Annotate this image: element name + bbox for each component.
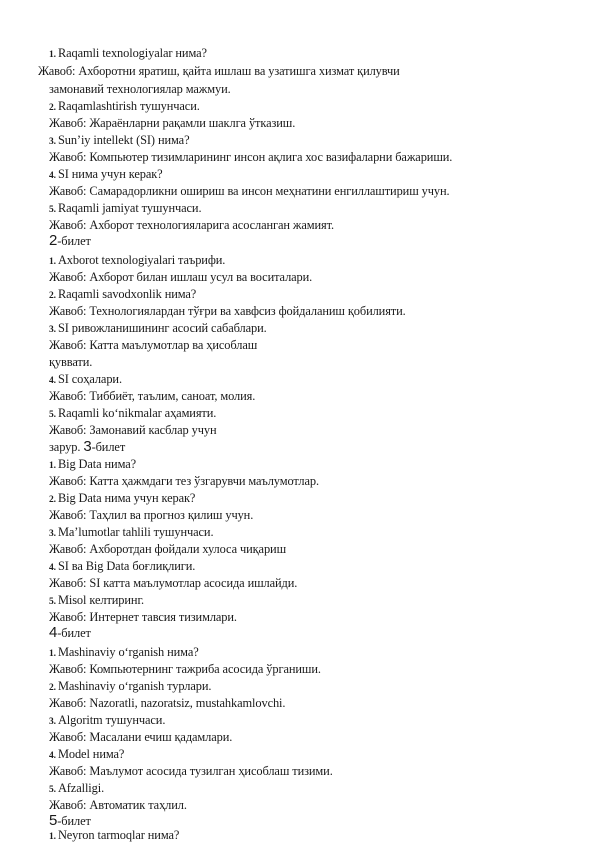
answer-text: Жавоб: Ахборотдан фойдали хулоса чиқариш [49, 542, 287, 556]
question-number: 5. [49, 785, 56, 795]
answer-line [49, 304, 406, 318]
question-text: SI нима учун керак? [57, 167, 163, 181]
answer-text: Жавоб: Тиббиёт, таълим, саноат, молия. [49, 389, 256, 403]
question-text: Raqamli texnologiyalar нима? [57, 46, 207, 60]
answer-line [49, 184, 450, 198]
question-text: Ma’lumotlar tahlili тушунчаси. [57, 525, 214, 539]
ticket-number: 4 [49, 624, 58, 641]
question-number: 5. [49, 205, 56, 215]
answer-text: Жавоб: Компьютернинг тажриба асосида ўрганиши. [49, 662, 321, 676]
answer-text: Жавоб: Nazoratli, nazoratsiz, mustahkamlovchi. [49, 696, 286, 710]
question-text: Raqamli savodxonlik нима? [57, 287, 197, 301]
question-number: 4. [49, 563, 56, 573]
ticket-heading [49, 234, 91, 248]
question-text: Axborot texnologiyalari таърифи. [57, 253, 226, 267]
answer-text: Жавоб: Автоматик таҳлил. [49, 798, 187, 812]
question-line [49, 201, 201, 217]
answer-line [49, 440, 125, 454]
question-text: Raqamli ko‘nikmalar аҳамияти. [57, 406, 217, 420]
question-text: SI соҳалари. [57, 372, 122, 386]
answer-line [49, 508, 253, 522]
answer-text: зарур. [49, 440, 81, 454]
ticket-number: 2 [49, 232, 58, 249]
ticket-number: 5 [49, 812, 58, 829]
question-line [49, 133, 189, 149]
question-number: 2. [49, 495, 56, 505]
ticket-label: -билет [57, 626, 91, 640]
answer-text: Жавоб: Ахборотни яратиш, қайта ишлаш ва узатишга хизмат қилувчи [38, 64, 400, 78]
answer-text: Жавоб: Замонавий касблар учун [49, 423, 217, 437]
question-text: Misol келтиринг. [57, 593, 145, 607]
answer-text: Жавоб: Катта маълумотлар ва ҳисоблаш [49, 338, 258, 352]
question-number: 1. [49, 649, 56, 659]
question-number: 4. [49, 171, 56, 181]
answer-text: қуввати. [49, 355, 93, 369]
question-line [49, 99, 200, 115]
ticket-heading [49, 626, 91, 640]
question-number: 3. [49, 717, 56, 727]
answer-text: замонавий технологиялар мажмуи. [49, 82, 231, 96]
answer-text: Жавоб: Ахборот билан ишлаш усул ва воситалари. [49, 270, 313, 284]
question-line [49, 593, 144, 609]
answer-text: Жавоб: Компьютер тизимларининг инсон ақлига хос вазифаларни бажариши. [49, 150, 453, 164]
question-number: 4. [49, 751, 56, 761]
question-number: 5. [49, 410, 56, 420]
ticket-heading [49, 814, 91, 828]
question-line [49, 167, 163, 183]
question-line [49, 321, 267, 337]
question-line [49, 253, 225, 269]
question-line [49, 679, 211, 695]
question-line [49, 491, 195, 507]
answer-line [49, 764, 333, 778]
question-text: SI ва Big Data боғлиқлиги. [57, 559, 196, 573]
answer-text: Жавоб: Ахборот технологияларига асосланган жамият. [49, 218, 335, 232]
answer-line [49, 150, 452, 164]
question-number: 1. [49, 832, 56, 842]
answer-text: Жавоб: Технологиялардан тўғри ва хавфсиз фойдаланиш қобилияти. [49, 304, 406, 318]
question-number: 4. [49, 376, 56, 386]
question-text: Neyron tarmoqlar нима? [57, 828, 180, 842]
answer-line [49, 474, 319, 488]
question-text: Raqamlashtirish тушунчаси. [57, 99, 200, 113]
answer-line [49, 576, 297, 590]
answer-line [49, 798, 187, 812]
question-line [49, 525, 213, 541]
ticket-number: 3 [83, 438, 92, 455]
ticket-label: -билет [91, 440, 126, 454]
question-text: Big Data нима? [57, 457, 137, 471]
question-number: 1. [49, 461, 56, 471]
answer-line [49, 270, 312, 284]
answer-line [49, 82, 231, 96]
question-number: 2. [49, 683, 56, 693]
question-line [49, 645, 199, 661]
question-text: Mashinaviy o‘rganish нима? [57, 645, 199, 659]
ticket-label: -билет [57, 814, 91, 828]
question-number: 2. [49, 103, 56, 113]
answer-text: Жавоб: Самарадорликни ошириш ва инсон меҳнатини енгиллаштириш учун. [49, 184, 450, 198]
answer-line [49, 730, 232, 744]
answer-line [49, 116, 295, 130]
question-text: Sun’iy intellekt (SI) нима? [57, 133, 190, 147]
answer-line [49, 662, 321, 676]
answer-line [38, 64, 400, 78]
question-number: 3. [49, 529, 56, 539]
question-text: Raqamli jamiyat тушунчаси. [57, 201, 202, 215]
question-line [49, 457, 136, 473]
question-number: 3. [49, 325, 56, 335]
question-line [49, 713, 165, 729]
question-line [49, 46, 207, 62]
answer-line [49, 338, 257, 352]
question-text: Big Data нима учун керак? [57, 491, 196, 505]
answer-line [49, 355, 92, 369]
question-number: 3. [49, 137, 56, 147]
question-text: Model нима? [57, 747, 125, 761]
answer-line [49, 423, 217, 437]
ticket-label: -билет [57, 234, 91, 248]
answer-text: Жавоб: Катта ҳажмдаги тез ўзгарувчи маълумотлар. [49, 474, 319, 488]
answer-line [49, 218, 334, 232]
question-line [49, 559, 195, 575]
answer-text: Жавоб: Маълумот асосида тузилган ҳисоблаш тизими. [49, 764, 333, 778]
question-text: Algoritm тушунчаси. [57, 713, 166, 727]
question-text: Afzalligi. [57, 781, 105, 795]
answer-text: Жавоб: Масалани ечиш қадамлари. [49, 730, 233, 744]
answer-text: Жавоб: Жараёнларни рақамли шаклга ўтказиш. [49, 116, 296, 130]
question-number: 1. [49, 50, 56, 60]
answer-line [49, 389, 255, 403]
question-line [49, 372, 122, 388]
question-line [49, 747, 124, 763]
question-text: SI ривожланишининг асосий сабаблари. [57, 321, 267, 335]
question-number: 2. [49, 291, 56, 301]
answer-line [49, 696, 285, 710]
answer-text: Жавоб: SI катта маълумотлар асосида ишлайди. [49, 576, 298, 590]
answer-line [49, 542, 286, 556]
question-text: Mashinaviy o‘rganish турлари. [57, 679, 212, 693]
answer-text: Жавоб: Интернет тавсия тизимлари. [49, 610, 237, 624]
answer-text: Жавоб: Таҳлил ва прогноз қилиш учун. [49, 508, 254, 522]
question-line [49, 781, 104, 797]
question-number: 1. [49, 257, 56, 267]
question-number: 5. [49, 597, 56, 607]
answer-line [49, 610, 237, 624]
question-line [49, 287, 196, 303]
question-line [49, 406, 216, 422]
